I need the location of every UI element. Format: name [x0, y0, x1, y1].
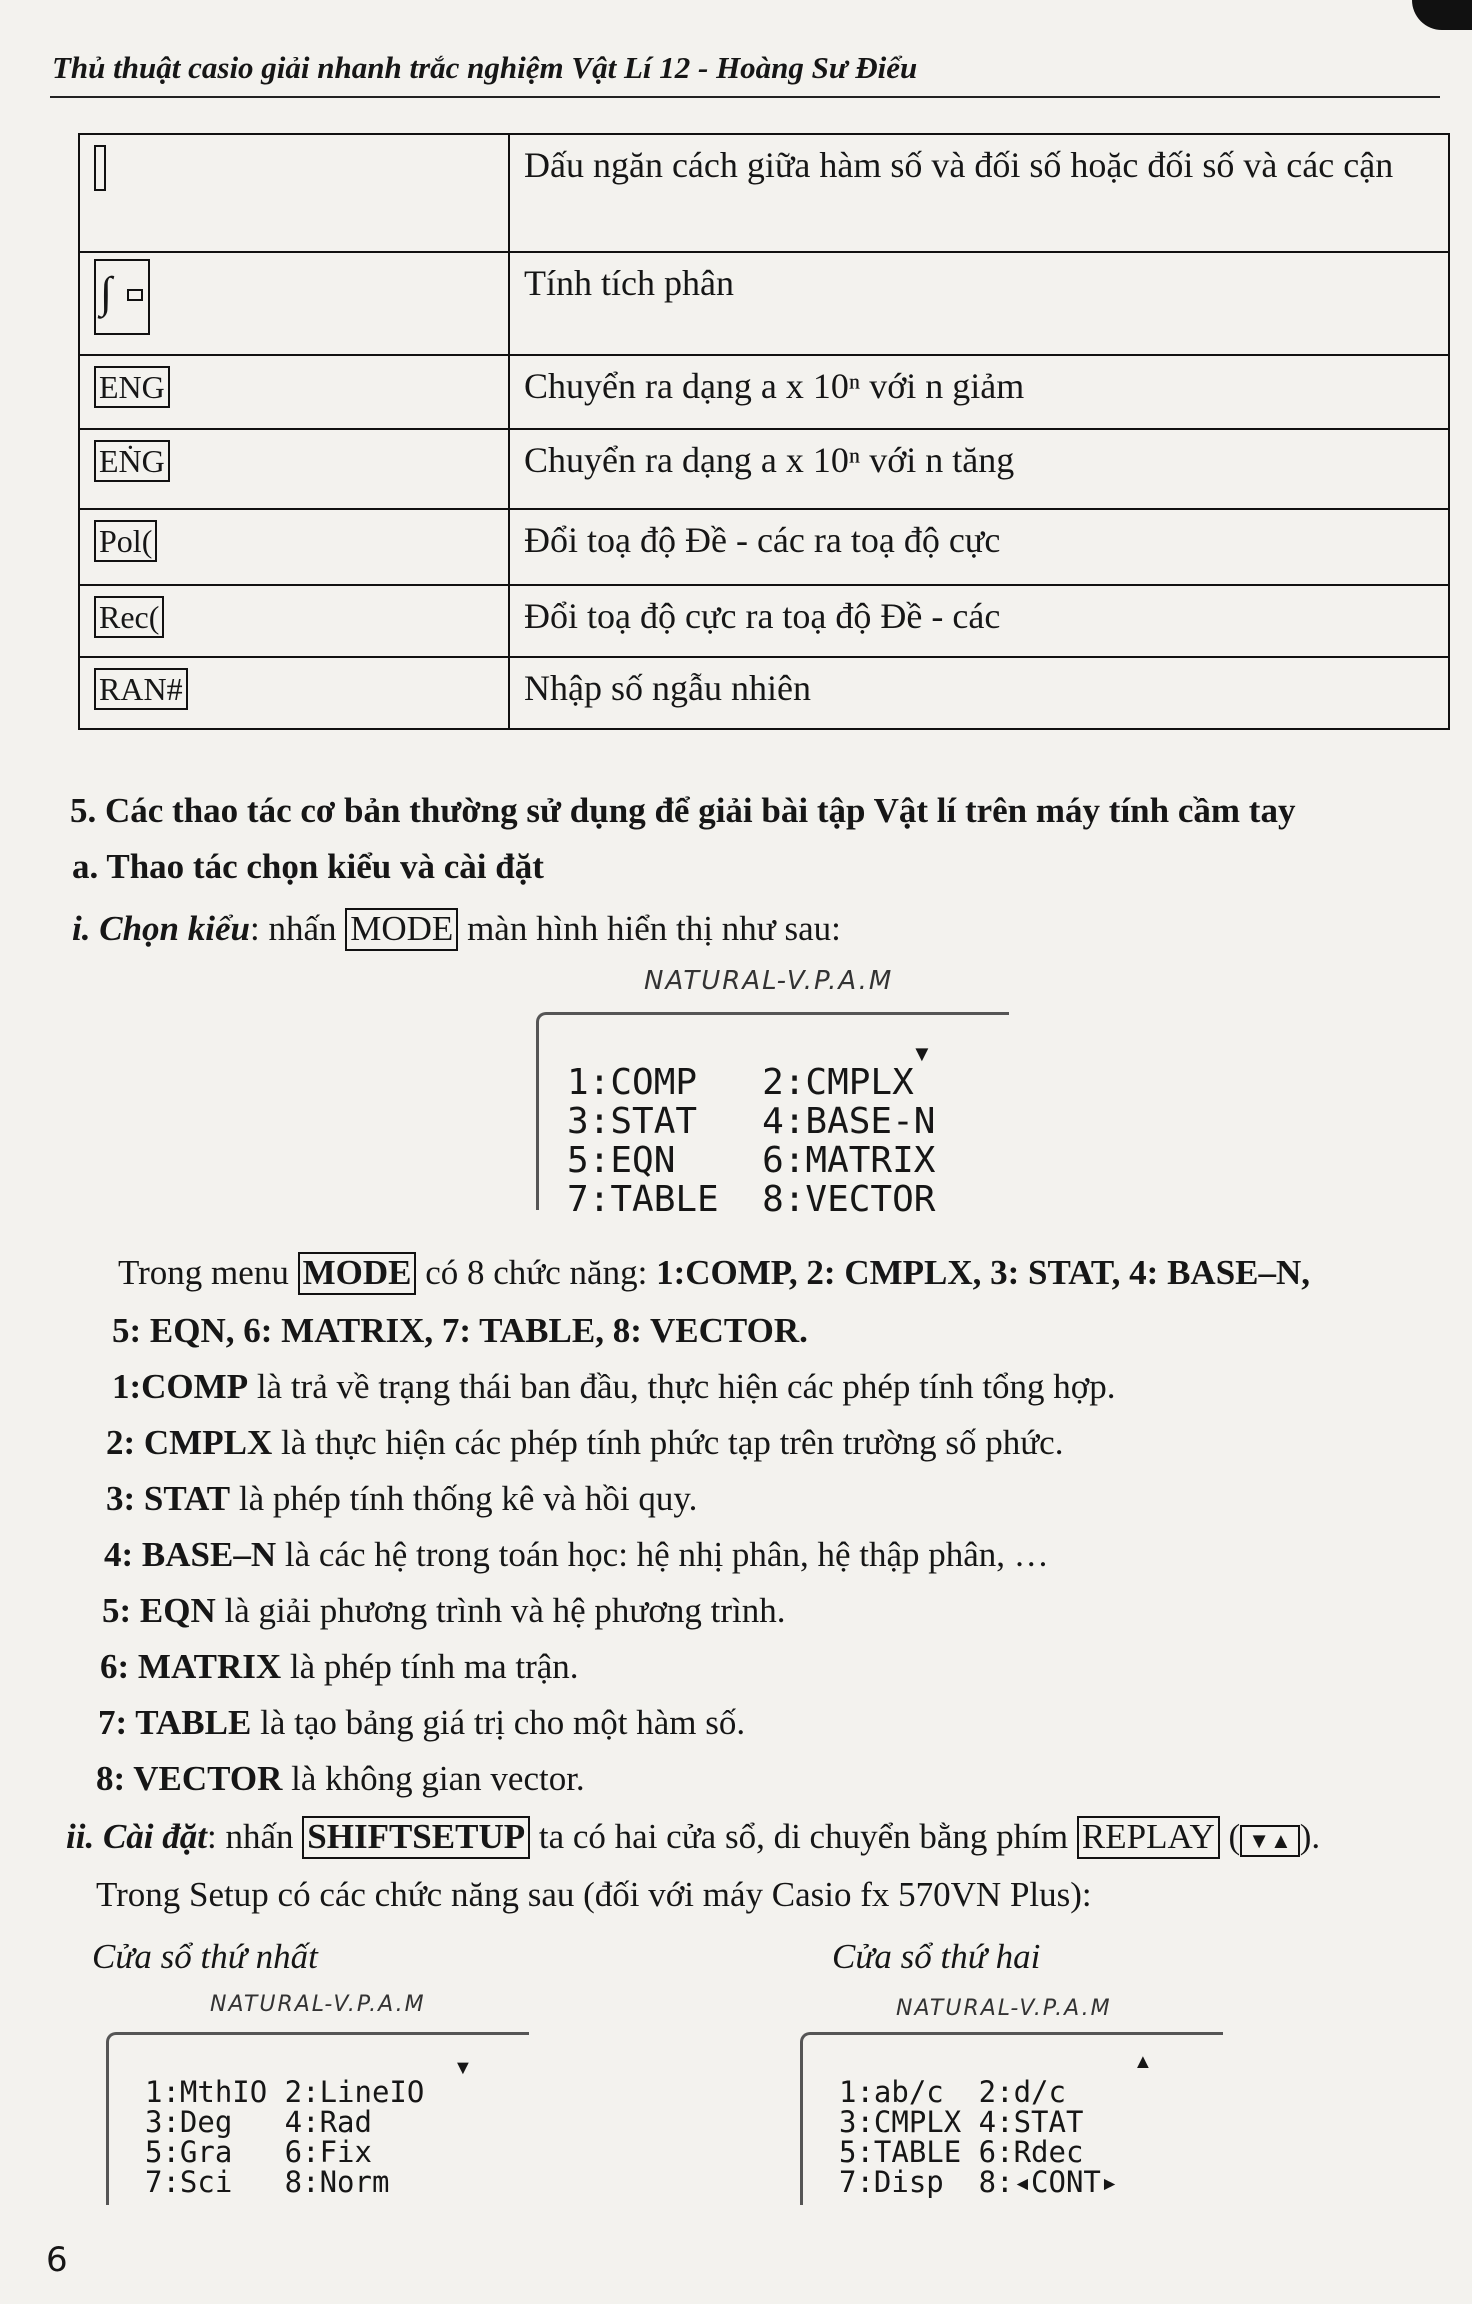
key-cell [79, 509, 509, 585]
list-item: 1:COMP là trả về trạng thái ban đầu, thực hiện các phép tính tổng hợp. [112, 1367, 1116, 1406]
choose-mode-line [72, 908, 841, 951]
desc-cell: Chuyển ra dạng a x 10ⁿ với n giảm [509, 355, 1449, 429]
lcd-row: 5:Gra 6:Fix [145, 2135, 372, 2169]
page-corner-shadow [1412, 0, 1472, 30]
key-cell [79, 429, 509, 509]
table-row [79, 355, 1449, 429]
list-item: 6: MATRIX là phép tính ma trận. [100, 1647, 579, 1686]
lcd-row: 5:EQN 6:MATRIX [567, 1140, 936, 1181]
choose-mode-label: i. Chọn kiểu [72, 909, 250, 948]
lcd-setup2-caption: NATURAL-V.P.A.M [896, 1996, 1112, 2021]
lcd-mode-screen [536, 1012, 1009, 1220]
list-item: 3: STAT là phép tính thống kê và hồi quy. [106, 1479, 698, 1518]
lcd-row: 3:CMPLX 4:STAT [839, 2105, 1084, 2139]
scroll-down-indicator: ▼ [453, 2057, 473, 2079]
setup-functions-intro: Trong Setup có các chức năng sau (đối với máy Casio fx 570VN Plus): [96, 1875, 1092, 1914]
replay-key: REPLAY [1077, 1816, 1220, 1859]
section-heading: 5. Các thao tác cơ bản thường sử dụng để giải bài tập Vật lí trên máy tính cầm tay [70, 791, 1296, 830]
list-item: 2: CMPLX là thực hiện các phép tính phức tạp trên trường số phức. [106, 1423, 1064, 1462]
table-row [79, 429, 1449, 509]
desc-cell: Đổi toạ độ Đề - các ra toạ độ cực [509, 509, 1449, 585]
list-item: 5: EQN là giải phương trình và hệ phương trình. [102, 1591, 786, 1630]
mode-key: MODE [298, 1252, 417, 1295]
table-row [79, 657, 1449, 729]
window-2-label: Cửa sổ thứ hai [832, 1937, 1041, 1976]
integral-key-icon: ∫ [94, 259, 150, 335]
lcd-row: 7:Disp 8:◂CONT▸ [839, 2165, 1119, 2199]
window-1-label: Cửa sổ thứ nhất [92, 1937, 318, 1976]
lcd-row: 1:COMP 2:CMPLX [567, 1062, 914, 1103]
running-header: Thủ thuật casio giải nhanh trắc nghiệm Vật Lí 12 - Hoàng Sư Điểu [52, 50, 918, 85]
lcd-setup1-caption: NATURAL-V.P.A.M [210, 1992, 426, 2017]
mode-intro-line-1: Trong menu MODE có 8 chức năng: 1:COMP, 2: CMPLX, 3: STAT, 4: BASE–N, [118, 1252, 1310, 1295]
list-item: 4: BASE–N là các hệ trong toán học: hệ nhị phân, hệ thập phân, … [104, 1535, 1049, 1574]
key-cell [79, 355, 509, 429]
header-rule [50, 96, 1440, 98]
key-cell [79, 134, 509, 252]
desc-cell: Chuyển ra dạng a x 10ⁿ với n tăng [509, 429, 1449, 509]
lcd-row: 7:Sci 8:Norm [145, 2165, 390, 2199]
lcd-row: 3:Deg 4:Rad [145, 2105, 372, 2139]
key-cell [79, 252, 509, 355]
desc-cell: Tính tích phân [509, 252, 1449, 355]
lcd-row: 1:ab/c 2:d/c [839, 2075, 1066, 2109]
pol-key: Pol( [94, 520, 157, 562]
lcd-row: 3:STAT 4:BASE-N [567, 1101, 936, 1142]
setup-label: ii. Cài đặt [66, 1817, 207, 1856]
desc-cell: Dấu ngăn cách giữa hàm số và đối số hoặc đối số và các cận [509, 134, 1449, 252]
key-cell [79, 585, 509, 657]
desc-cell: Nhập số ngẫu nhiên [509, 657, 1449, 729]
rec-key: Rec( [94, 596, 164, 638]
choose-mode-text-2: màn hình hiển thị như sau: [467, 909, 841, 948]
mode-key: MODE [345, 908, 458, 951]
key-function-table [78, 133, 1450, 730]
list-item: 8: VECTOR là không gian vector. [96, 1759, 585, 1798]
shift-setup-key: SHIFTSETUP [302, 1816, 530, 1859]
shift-eng-key: EṄG [94, 440, 170, 482]
table-row [79, 509, 1449, 585]
table-row [79, 134, 1449, 252]
scroll-up-indicator: ▲ [1133, 2051, 1153, 2073]
setup-line: ii. Cài đặt: nhấn SHIFTSETUP ta có hai cửa sổ, di chuyển bằng phím REPLAY ( ▼▲ ). [66, 1816, 1320, 1859]
subsection-a-heading: a. Thao tác chọn kiểu và cài đặt [72, 847, 544, 886]
mode-intro-line-2: 5: EQN, 6: MATRIX, 7: TABLE, 8: VECTOR. [112, 1311, 808, 1350]
lcd-row: 5:TABLE 6:Rdec [839, 2135, 1084, 2169]
table-row [79, 585, 1449, 657]
scroll-down-indicator: ▼ [911, 1041, 933, 1066]
eng-key: ENG [94, 366, 170, 408]
ran-key: RAN# [94, 668, 188, 710]
choose-mode-text: : nhấn [249, 909, 337, 948]
arrow-keys-icon: ▼▲ [1240, 1825, 1300, 1857]
separator-key-icon [94, 145, 106, 191]
lcd-row: 1:MthIO 2:LineIO [145, 2075, 425, 2109]
lcd-row: 7:TABLE 8:VECTOR [567, 1179, 936, 1220]
key-cell [79, 657, 509, 729]
list-item: 7: TABLE là tạo bảng giá trị cho một hàm số. [98, 1703, 746, 1742]
table-row [79, 252, 1449, 355]
page-number: 6 [46, 2240, 68, 2280]
lcd-setup-window-1 [106, 2032, 529, 2205]
lcd-mode-caption: NATURAL-V.P.A.M [644, 966, 894, 996]
desc-cell: Đổi toạ độ cực ra toạ độ Đề - các [509, 585, 1449, 657]
lcd-setup-window-2 [800, 2032, 1223, 2205]
